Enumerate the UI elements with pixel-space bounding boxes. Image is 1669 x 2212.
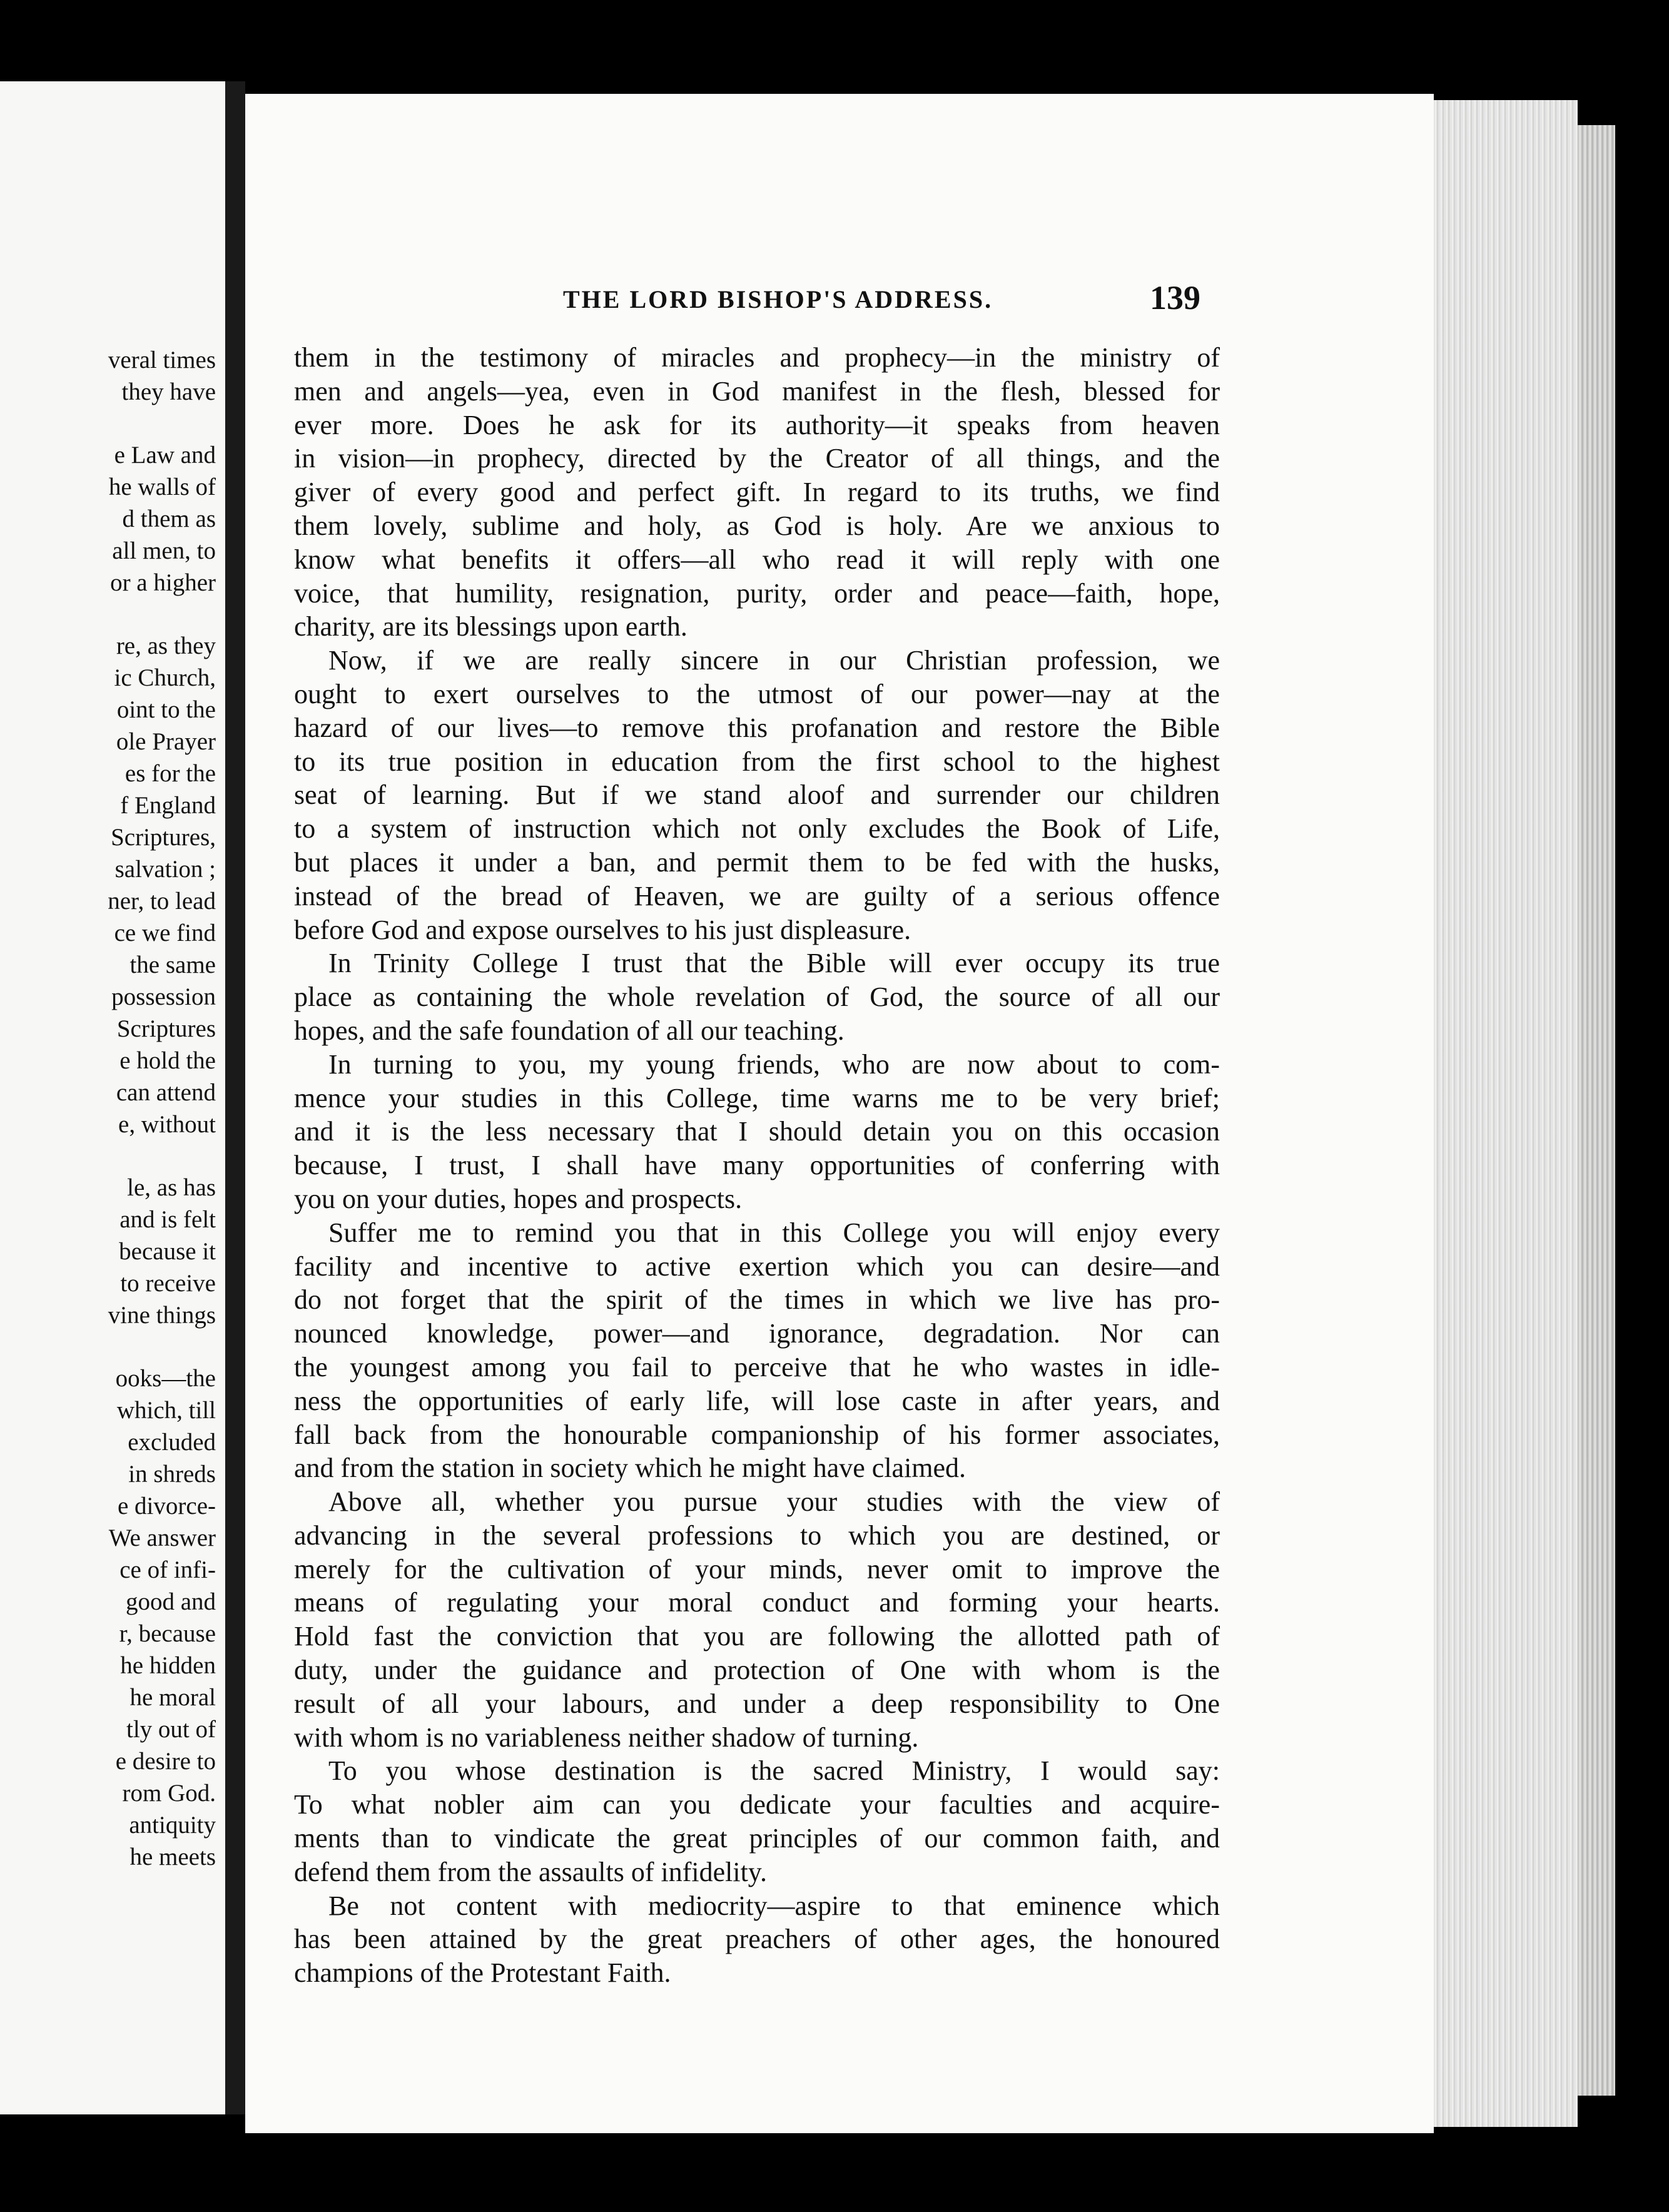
book-gutter: [225, 81, 245, 2114]
facing-page-line: [0, 599, 216, 630]
text-line: duty, under the guidance and protection of One with whom is the: [294, 1655, 1220, 1686]
facing-page-line: e hold the: [119, 1047, 216, 1074]
text-line: advancing in the several professions to which you are destined, or: [294, 1519, 1220, 1551]
facing-page-line: le, as has: [127, 1174, 216, 1201]
paragraph: [294, 1485, 1220, 1754]
text-line: and it is the less necessary that I should detain you on this occasion: [294, 1116, 1220, 1147]
facing-page-line: possession: [111, 983, 216, 1010]
text-line: Above all, whether you pursue your studies with the view of: [328, 1486, 1220, 1518]
running-title: THE LORD BISHOP'S ADDRESS.: [563, 285, 993, 313]
facing-page-line: ole Prayer: [116, 728, 216, 755]
text-line: do not forget that the spirit of the times in which we live has pro-: [294, 1284, 1220, 1316]
text-line: the youngest among you fail to perceive that he who wastes in idle-: [294, 1351, 1220, 1382]
facing-page-line: ner, to lead: [108, 888, 216, 915]
text-line: ness the opportunities of early life, will lose caste in after years, and: [294, 1385, 1220, 1416]
paragraph: [294, 946, 1220, 1047]
text-line: ever more. Does he ask for its authority—it speaks from heaven: [294, 409, 1220, 440]
facing-page-line: ce we find: [114, 920, 216, 946]
paragraph: [294, 1048, 1220, 1216]
facing-page-line: e, without: [118, 1111, 216, 1138]
facing-page-line: Scriptures: [116, 1015, 216, 1042]
facing-page-line: or a higher: [110, 569, 216, 596]
text-line: champions of the Protestant Faith.: [294, 1957, 671, 1989]
text-line: Now, if we are really sincere in our Christian profession, we: [328, 645, 1220, 676]
text-line: fall back from the honourable companionship of his former associates,: [294, 1419, 1220, 1450]
facing-page-line: salvation ;: [114, 856, 216, 883]
text-line: in vision—in prophecy, directed by the Creator of all things, and the: [294, 443, 1220, 474]
facing-page-line: in shreds: [128, 1461, 216, 1488]
text-line: charity, are its blessings upon earth.: [294, 611, 687, 642]
paragraph: [294, 1889, 1220, 1990]
text-line: seat of learning. But if we stand aloof and surrender our children: [294, 779, 1220, 811]
facing-page-line: all men, to: [112, 537, 216, 564]
text-line: means of regulating your moral conduct and forming your hearts.: [294, 1587, 1220, 1618]
facing-page-line: antiquity: [129, 1812, 216, 1839]
text-line: place as containing the whole revelation of God, the source of all our: [294, 982, 1220, 1013]
text-line: ments than to vindicate the great principles of our common faith, and: [294, 1823, 1220, 1854]
text-line: nounced knowledge, power—and ignorance, degradation. Nor can: [294, 1318, 1220, 1349]
facing-page: [0, 81, 225, 2114]
facing-page-line: es for the: [124, 760, 216, 787]
facing-page-line: ce of infi-: [119, 1556, 216, 1583]
text-line: and from the station in society which he might have claimed.: [294, 1453, 966, 1484]
text-line: know what benefits it offers—all who read it will reply with one: [294, 544, 1220, 575]
facing-page-line: tly out of: [126, 1716, 216, 1743]
facing-page-line: e Law and: [114, 442, 216, 469]
text-line: To what nobler aim can you dedicate your faculties and acquire-: [294, 1789, 1220, 1820]
facing-page-text: [0, 344, 216, 1873]
text-line: defend them from the assaults of infidelity.: [294, 1856, 767, 1887]
page-number: 139: [1150, 279, 1200, 317]
facing-page-line: which, till: [116, 1397, 216, 1424]
text-line: before God and expose ourselves to his just displeasure.: [294, 914, 911, 945]
page-body: [294, 341, 1220, 1990]
text-line: because, I trust, I shall have many opportunities of conferring with: [294, 1150, 1220, 1181]
facing-page-line: rom God.: [122, 1780, 216, 1807]
facing-page-line: [0, 408, 216, 439]
paragraph: [294, 1216, 1220, 1485]
paragraph: [294, 644, 1220, 946]
facing-page-line: the same: [129, 951, 216, 978]
facing-page-line: he moral: [129, 1684, 216, 1711]
facing-page-line: excluded: [128, 1429, 216, 1456]
facing-page-line: he walls of: [108, 474, 216, 500]
facing-page-line: e desire to: [115, 1748, 216, 1775]
facing-page-line: re, as they: [116, 632, 216, 659]
text-line: Suffer me to remind you that in this College you will enjoy every: [328, 1217, 1220, 1248]
text-line: giver of every good and perfect gift. In regard to its truths, we find: [294, 477, 1220, 508]
facing-page-line: can attend: [116, 1079, 216, 1106]
facing-page-line: [0, 1331, 216, 1362]
text-line: To you whose destination is the sacred Ministry, I would say:: [328, 1755, 1220, 1787]
text-line: hazard of our lives—to remove this profanation and restore the Bible: [294, 712, 1220, 743]
text-line: mence your studies in this College, time warns me to be very brief;: [294, 1082, 1220, 1114]
text-line: instead of the bread of Heaven, we are guilty of a serious offence: [294, 880, 1220, 911]
facing-page-line: d them as: [122, 505, 216, 532]
facing-page-line: he meets: [129, 1844, 216, 1870]
facing-page-line: [0, 1140, 216, 1172]
text-line: you on your duties, hopes and prospects.: [294, 1183, 743, 1214]
facing-page-line: good and: [125, 1588, 216, 1615]
facing-page-line: r, because: [119, 1620, 216, 1647]
text-line: with whom is no variableness neither shadow of turning.: [294, 1722, 919, 1753]
text-line: them lovely, sublime and holy, as God is holy. Are we anxious to: [294, 510, 1220, 541]
text-line: but places it under a ban, and permit them to be fed with the husks,: [294, 846, 1220, 878]
facing-page-line: and is felt: [119, 1206, 216, 1233]
text-line: Be not content with mediocrity—aspire to that eminence which: [328, 1890, 1220, 1921]
facing-page-line: ooks—the: [115, 1365, 216, 1392]
page-edges: [1434, 100, 1578, 2127]
paragraph: [294, 341, 1220, 644]
facing-page-line: oint to the: [116, 696, 216, 723]
text-line: ought to exert ourselves to the utmost of our power—nay at the: [294, 678, 1220, 709]
text-line: In Trinity College I trust that the Bible will ever occupy its true: [328, 948, 1220, 979]
facing-page-line: veral times: [108, 347, 216, 373]
paragraph: [294, 1754, 1220, 1889]
facing-page-line: f England: [120, 792, 216, 819]
facing-page-line: We answer: [108, 1525, 216, 1551]
text-line: result of all your labours, and under a deep responsibility to One: [294, 1688, 1220, 1719]
text-line: facility and incentive to active exertion which you can desire—and: [294, 1251, 1220, 1282]
text-line: merely for the cultivation of your minds, never omit to improve the: [294, 1553, 1220, 1585]
facing-page-line: e divorce-: [118, 1493, 216, 1519]
page-edges-outer: [1578, 125, 1615, 2096]
text-line: voice, that humility, resignation, purity, order and peace—faith, hope,: [294, 577, 1220, 609]
text-line: Hold fast the conviction that you are following the allotted path of: [294, 1621, 1220, 1652]
text-line: has been attained by the great preachers of other ages, the honoured: [294, 1924, 1220, 1955]
facing-page-line: he hidden: [120, 1652, 216, 1679]
text-line: to its true position in education from the first school to the highest: [294, 746, 1220, 777]
facing-page-line: Scriptures,: [111, 824, 216, 851]
facing-page-line: vine things: [108, 1302, 216, 1329]
facing-page-line: to receive: [120, 1270, 216, 1297]
facing-page-line: they have: [121, 378, 216, 405]
text-line: them in the testimony of miracles and prophecy—in the ministry of: [294, 342, 1220, 373]
text-line: hopes, and the safe foundation of all our teaching.: [294, 1015, 845, 1046]
text-line: In turning to you, my young friends, who are now about to com-: [328, 1048, 1220, 1080]
text-line: to a system of instruction which not only excludes the Book of Life,: [294, 813, 1220, 845]
facing-page-line: ic Church,: [114, 664, 216, 691]
facing-page-line: because it: [119, 1238, 216, 1265]
text-line: men and angels—yea, even in God manifest in the flesh, blessed for: [294, 375, 1220, 407]
